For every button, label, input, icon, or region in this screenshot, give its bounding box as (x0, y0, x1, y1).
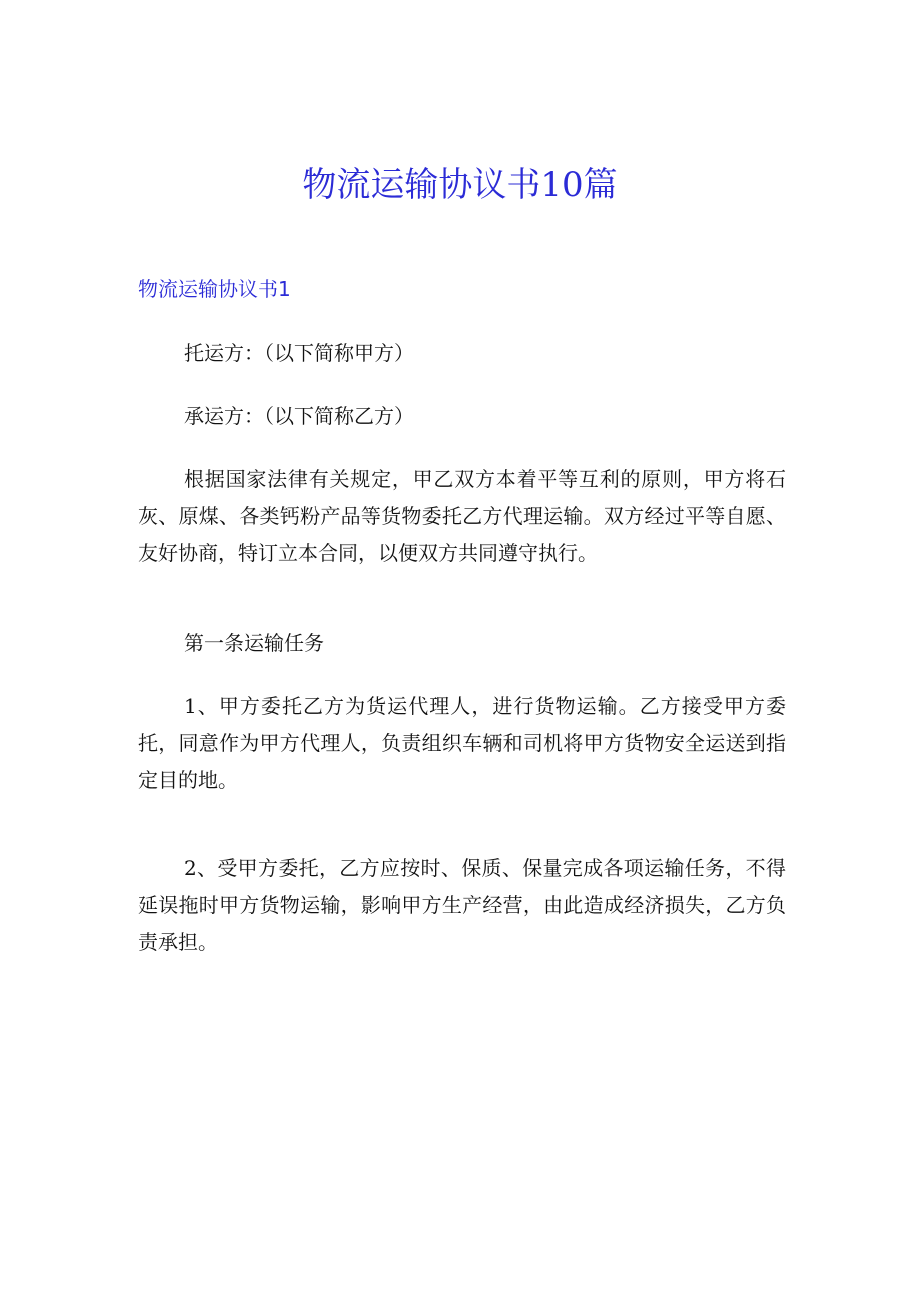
document-title: 物流运输协议书10篇 (302, 165, 618, 205)
carrier-line: 承运方：（以下简称乙方） (184, 404, 414, 428)
article-1-item-2: 2、受甲方委托，乙方应按时、保质、保量完成各项运输任务，不得延误拖时甲方货物运输，影响甲方生产经营，由此造成经济损失，乙方负责承担。 (138, 856, 786, 954)
section-heading: 物流运输协议书1 (138, 277, 291, 301)
article-1-heading: 第一条运输任务 (184, 631, 324, 655)
article-1-item-1: 1、甲方委托乙方为货运代理人，进行货物运输。乙方接受甲方委托，同意作为甲方代理人，负责组织车辆和司机将甲方货物安全运送到指定目的地。 (138, 694, 786, 792)
intro-paragraph: 根据国家法律有关规定，甲乙双方本着平等互利的原则，甲方将石灰、原煤、各类钙粉产品等货物委托乙方代理运输。双方经过平等自愿、友好协商，特订立本合同，以便双方共同遵守执行。 (138, 467, 786, 565)
consignor-line: 托运方：（以下简称甲方） (184, 341, 414, 365)
